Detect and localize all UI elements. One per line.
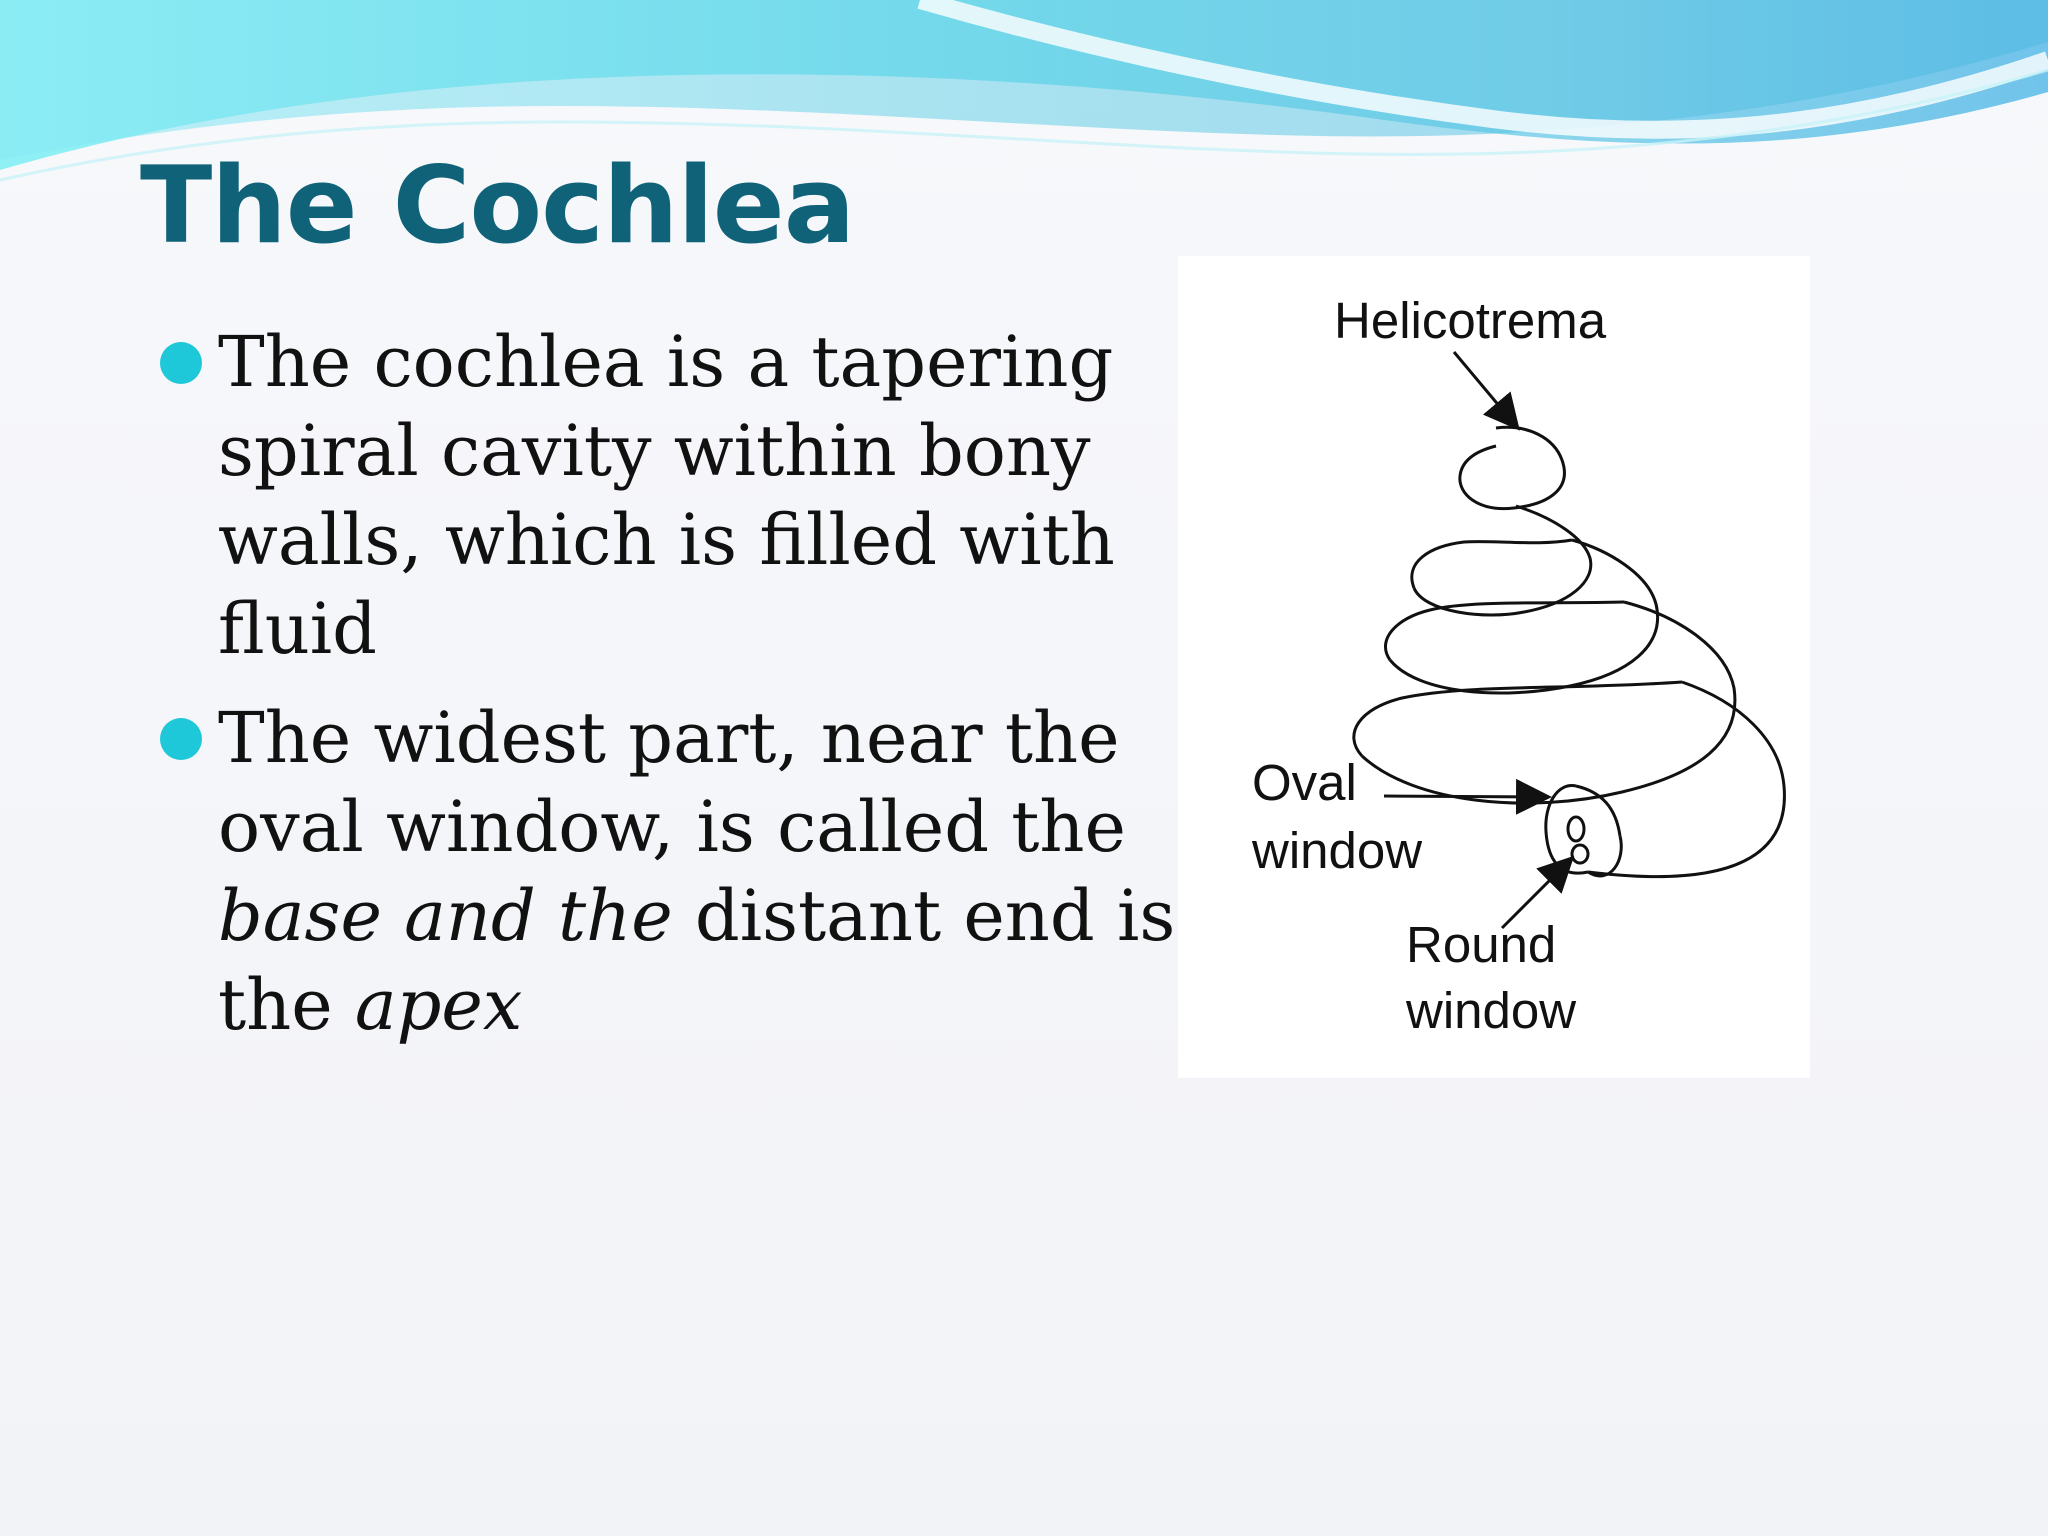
oval-window-label-line-2: window [1252,822,1423,879]
cochlea-spiral [1354,427,1785,876]
bullet-text-segment: The cochlea is a tapering [218,321,1114,403]
bullet-line [218,318,1114,407]
bullet-line [218,496,1115,585]
cochlea-diagram [1178,256,1810,1078]
cochlea-diagram-svg [1178,256,1810,1078]
bullet-text-segment: base and the [218,875,673,957]
bullet-line [218,961,1090,1050]
bullet-item [160,318,1115,674]
bullet-dot [160,718,202,760]
bullet-text-segment: fluid [218,588,377,670]
bullet-line [218,694,1120,783]
bullet-line [218,783,1126,872]
round-window-label-line-1: Round [1406,916,1557,973]
bullet-text-segment: apex [354,964,523,1046]
oval-window-arrow [1384,796,1546,797]
bullet-line [218,585,1090,674]
bullet-text-segment: walls, which is filled with [218,499,1115,581]
oval-window-label-line-1: Oval [1252,754,1357,811]
slide-title: The Cochlea [140,144,855,267]
bullet-text-segment: distant end is [672,875,1176,957]
round-window-label-line-2: window [1406,982,1577,1039]
bullet-dot [160,342,202,384]
bullet-line [218,872,1176,961]
helicotrema-label: Helicotrema [1334,292,1607,349]
bullet-text-segment: oval window, is called the [218,786,1126,868]
helicotrema-arrow [1454,352,1516,426]
bullet-text-segment: spiral cavity within bony [218,410,1091,492]
bullet-text-segment: the [218,964,355,1046]
bullet-item [160,694,1176,1050]
bullet-line [218,407,1090,496]
bullet-list [160,318,1176,1070]
bullet-text-segment: The widest part, near the [218,697,1120,779]
